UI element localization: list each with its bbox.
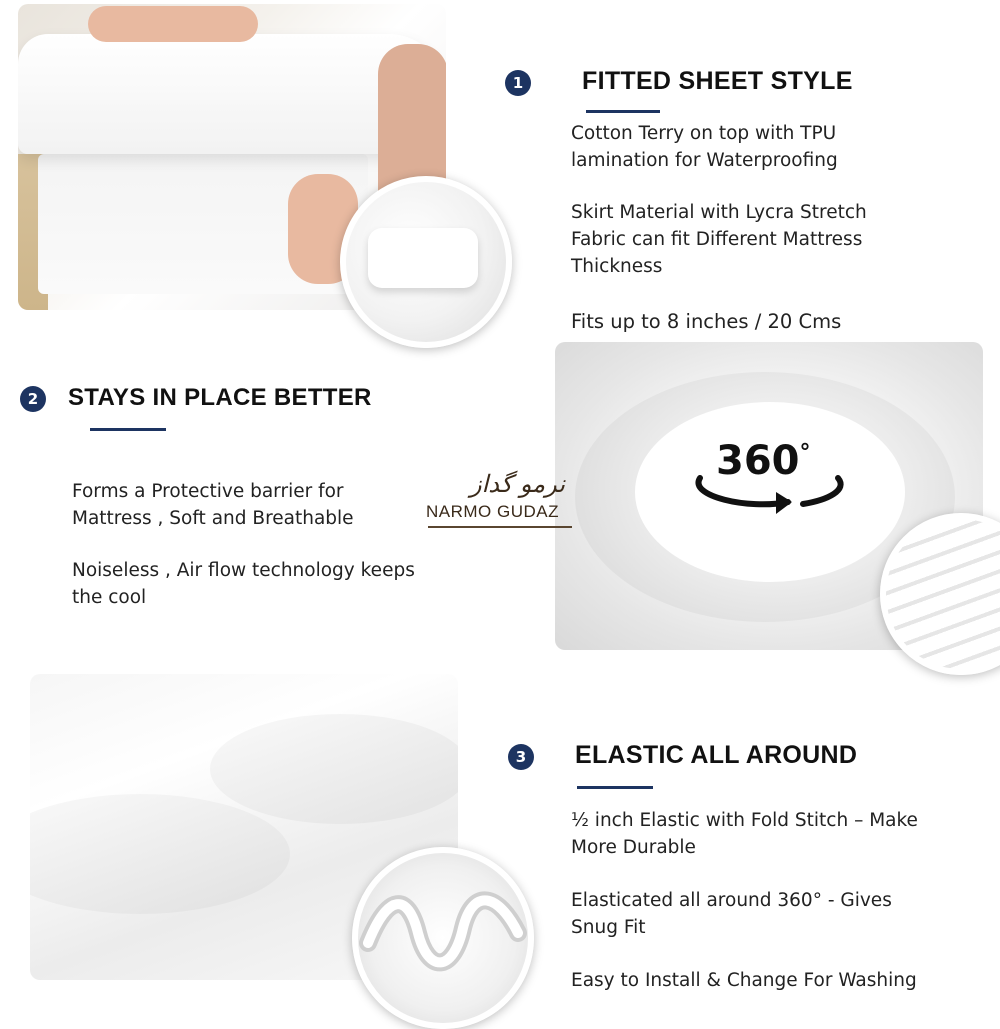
section-1-underline bbox=[586, 110, 660, 113]
section-2-underline bbox=[90, 428, 166, 431]
section-3-text-1: ½ inch Elastic with Fold Stitch – Make More Durable bbox=[571, 810, 918, 858]
brand-logo bbox=[424, 470, 576, 534]
section-1-fits: Fits up to 8 inches / 20 Cms bbox=[571, 310, 842, 333]
section-3-text-3: Easy to Install & Change For Washing bbox=[571, 970, 917, 991]
section-1-number: 1 bbox=[505, 70, 531, 96]
logo-underline bbox=[428, 526, 572, 528]
section-2-number: 2 bbox=[20, 386, 46, 412]
section-1-title: FITTED SHEET STYLE bbox=[582, 67, 853, 95]
elastic-wave-icon bbox=[358, 853, 528, 1023]
section-3-title: ELASTIC ALL AROUND bbox=[575, 741, 858, 769]
zoom-elastic-detail bbox=[352, 847, 534, 1029]
logo-script: نرمو گداز bbox=[470, 470, 566, 498]
section-2-title: STAYS IN PLACE BETTER bbox=[68, 384, 372, 411]
section-1-text-1: Cotton Terry on top with TPU lamination for Waterproofing bbox=[571, 123, 838, 171]
section-2-text-1: Forms a Protective barrier for Mattress , Soft and Breathable bbox=[72, 481, 354, 529]
section-2-text-2: Noiseless , Air flow technology keeps the cool bbox=[72, 560, 415, 608]
section-3-number: 3 bbox=[508, 744, 534, 770]
badge-360-value: 360° bbox=[716, 438, 811, 484]
logo-text: NARMO GUDAZ bbox=[426, 502, 559, 521]
section-1-text-2: Skirt Material with Lycra Stretch Fabric can fit Different Mattress Thickness bbox=[571, 202, 867, 277]
zoom-corner-detail bbox=[340, 176, 512, 348]
badge-360 bbox=[688, 430, 848, 520]
section-3-text-2: Elasticated all around 360° - Gives Snug Fit bbox=[571, 890, 892, 938]
hand-top bbox=[88, 6, 258, 42]
section-3-underline bbox=[577, 786, 653, 789]
